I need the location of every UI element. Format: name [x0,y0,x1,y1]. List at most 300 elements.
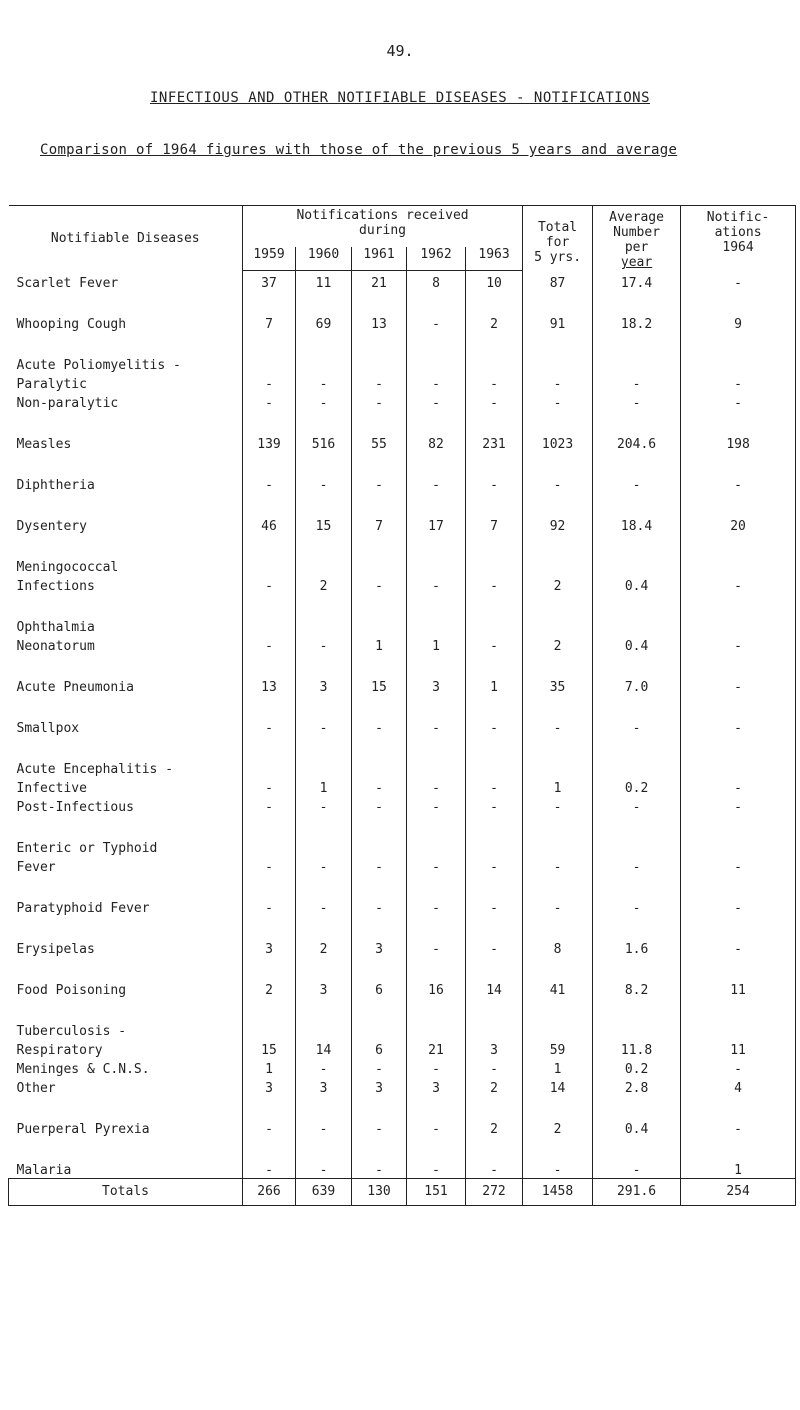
table-cell [466,758,523,777]
table-cell: - [523,796,593,815]
table-cell: 6 [352,1039,407,1058]
table-cell: 2 [243,979,296,998]
table-cell: - [243,392,296,411]
table-cell: 14 [466,979,523,998]
table-cell: - [466,1058,523,1077]
table-cell: - [681,796,796,815]
table-cell: - [681,270,796,291]
table-cell: - [681,897,796,916]
table-cell [523,758,593,777]
table-cell: 82 [407,433,466,452]
header-average-line1: Average [609,210,664,225]
disease-label: Infective [16,780,87,796]
disease-label: Dysentery [16,518,87,534]
table-cell [243,616,296,635]
table-cell [243,837,296,856]
table-row [9,938,796,957]
totals-label: Totals [9,1178,243,1205]
table-cell [407,556,466,575]
table-cell: 3 [296,1077,352,1096]
table-cell: - [352,1058,407,1077]
table-cell: 11 [681,979,796,998]
row-spacer [9,875,796,897]
table-cell [466,616,523,635]
totals-cell: 151 [407,1178,466,1205]
table-cell: - [523,856,593,875]
table-cell: 13 [243,676,296,695]
totals-cell: 1458 [523,1178,593,1205]
table-cell: - [243,856,296,875]
totals-cell: 272 [466,1178,523,1205]
disease-label: Non-paralytic [16,395,119,411]
table-cell: - [523,373,593,392]
table-cell: 41 [523,979,593,998]
table-cell: 8 [407,270,466,291]
table-cell: - [523,1159,593,1179]
table-cell [243,758,296,777]
disease-label: Other [16,1080,56,1096]
table-cell [681,837,796,856]
row-spacer [9,291,796,313]
table-cell: 16 [407,979,466,998]
table-cell [296,1020,352,1039]
table-cell [593,837,681,856]
table-cell: 92 [523,515,593,534]
table-row [9,313,796,332]
table-row [9,897,796,916]
table-cell: 18.4 [593,515,681,534]
table-row [9,758,796,777]
table-cell: - [407,777,466,796]
disease-label: Malaria [16,1162,72,1178]
table-row [9,354,796,373]
disease-label: Measles [16,436,72,452]
table-cell: - [296,392,352,411]
table-cell: - [407,575,466,594]
table-cell: 87 [523,270,593,291]
table-cell: - [407,313,466,332]
disease-label: Respiratory [16,1042,103,1058]
table-cell: - [523,474,593,493]
table-cell: 1 [407,635,466,654]
table-cell: 14 [296,1039,352,1058]
table-cell: - [243,373,296,392]
table-cell: - [352,1159,407,1179]
table-body [9,270,796,1178]
table-cell: 1 [296,777,352,796]
table-row [9,837,796,856]
table-cell: - [352,373,407,392]
table-row [9,270,796,291]
table-cell [352,354,407,373]
table-cell: 11.8 [593,1039,681,1058]
row-spacer [9,998,796,1020]
table-cell: - [681,392,796,411]
table-cell: - [407,474,466,493]
header-total-line1: Total [537,220,578,235]
table-row [9,979,796,998]
table-cell: 2 [296,938,352,957]
table-row [9,616,796,635]
disease-label: Whooping Cough [16,316,127,332]
header-total-line2: for [545,235,570,250]
table-cell: - [296,474,352,493]
row-spacer [9,1137,796,1159]
header-average [593,206,681,271]
table-cell: 3 [407,676,466,695]
table-cell: - [681,938,796,957]
header-average-line4: year [620,255,653,270]
table-cell: 139 [243,433,296,452]
table-cell [681,616,796,635]
row-spacer [9,1096,796,1118]
header-group-line1: Notifications received [296,208,469,223]
row-spacer [9,654,796,676]
table-cell: 1 [523,777,593,796]
disease-label: Scarlet Fever [16,275,119,291]
table-cell: 3 [296,979,352,998]
table-cell: - [296,717,352,736]
table-cell: - [466,796,523,815]
row-spacer [9,493,796,515]
disease-label: Paratyphoid Fever [16,900,150,916]
table-cell: 2 [523,1118,593,1137]
row-spacer [9,815,796,837]
header-group-line2: during [359,223,407,238]
table-cell: 198 [681,433,796,452]
table-cell: 21 [407,1039,466,1058]
page-title: INFECTIOUS AND OTHER NOTIFIABLE DISEASES - NOTIFICATIONS [149,90,650,106]
table-cell: 10 [466,270,523,291]
table-cell: - [243,1159,296,1179]
table-cell: - [407,1159,466,1179]
table-cell: 2 [523,635,593,654]
table-cell: - [407,373,466,392]
row-spacer [9,411,796,433]
disease-label: Neonatorum [16,638,95,654]
table-cell: - [352,717,407,736]
header-total-5yrs [523,206,593,271]
table-cell: - [296,856,352,875]
table-cell: 1.6 [593,938,681,957]
table-row [9,777,796,796]
table-cell: - [407,796,466,815]
totals-cell: 266 [243,1178,296,1205]
table-row [9,676,796,695]
page-subtitle: Comparison of 1964 figures with those of the previous 5 years and average [40,142,678,158]
header-notifications-1964 [681,206,796,271]
table-cell: - [243,897,296,916]
disease-label: Food Poisoning [16,982,127,998]
table-cell [352,837,407,856]
table-cell: - [681,1118,796,1137]
table-cell: 7 [352,515,407,534]
table-cell: 18.2 [593,313,681,332]
table-cell [407,616,466,635]
table-cell: 6 [352,979,407,998]
table-cell: 11 [296,270,352,291]
page-number: 49. [386,42,414,60]
disease-label: Post-Infectious [16,799,134,815]
table-cell: - [681,676,796,695]
table-cell: - [352,897,407,916]
table-cell: 516 [296,433,352,452]
table-cell [466,1020,523,1039]
table-cell [243,354,296,373]
table-cell: - [407,938,466,957]
table-cell: 11 [681,1039,796,1058]
totals-cell: 254 [681,1178,796,1205]
table-row [9,856,796,875]
table-cell [296,556,352,575]
table-cell: - [466,897,523,916]
totals-cell: 130 [352,1178,407,1205]
table-cell: - [523,717,593,736]
table-cell [243,556,296,575]
table-cell: 204.6 [593,433,681,452]
table-cell: - [407,392,466,411]
table-cell: 20 [681,515,796,534]
table-cell: 17 [407,515,466,534]
table-cell: 15 [243,1039,296,1058]
header-year-1959: 1959 [243,247,296,270]
table-cell [523,837,593,856]
table-cell [681,556,796,575]
table-cell: - [593,897,681,916]
table-cell [243,1020,296,1039]
table-cell [681,758,796,777]
table-cell: 13 [352,313,407,332]
table-cell [296,354,352,373]
table-cell: 37 [243,270,296,291]
disease-label: Meninges & C.N.S. [16,1061,150,1077]
header-notif-line3: 1964 [722,240,754,255]
table-row [9,575,796,594]
table-cell: 1 [352,635,407,654]
table-cell: 0.4 [593,635,681,654]
table-cell: 2 [466,1077,523,1096]
table-cell: - [352,392,407,411]
header-year-1960: 1960 [296,247,352,270]
table-cell: 3 [296,676,352,695]
header-year-1962: 1962 [407,247,466,270]
table-cell: 59 [523,1039,593,1058]
table-cell: - [296,635,352,654]
header-average-line2: Number [613,225,661,240]
table-row [9,392,796,411]
header-total-line3: 5 yrs. [534,250,582,265]
table-cell: - [593,392,681,411]
table-cell [296,837,352,856]
table-cell: - [681,717,796,736]
header-year-1961: 1961 [352,247,407,270]
table-cell: 9 [681,313,796,332]
table-row [9,1077,796,1096]
disease-label: Acute Encephalitis - [16,761,174,777]
table-cell: 3 [466,1039,523,1058]
table-cell [352,758,407,777]
table-cell: 7 [243,313,296,332]
table-cell: - [352,856,407,875]
table-cell: 3 [243,938,296,957]
table-cell: - [466,474,523,493]
disease-label: Fever [16,859,56,875]
table-cell: - [352,474,407,493]
table-cell: - [466,717,523,736]
table-cell [681,1020,796,1039]
table-cell: 2 [466,1118,523,1137]
header-year-1963: 1963 [466,247,523,270]
table-row [9,1039,796,1058]
table-cell: - [407,856,466,875]
table-cell: 17.4 [593,270,681,291]
table-cell: - [243,796,296,815]
table-cell: - [681,373,796,392]
table-row [9,556,796,575]
disease-label: Acute Pneumonia [16,679,134,695]
table-cell: - [407,717,466,736]
table-cell: - [523,897,593,916]
table-cell: 3 [352,938,407,957]
table-cell: 15 [352,676,407,695]
table-cell: 0.2 [593,1058,681,1077]
row-spacer [9,916,796,938]
table-cell: - [681,575,796,594]
table-cell: 2 [523,575,593,594]
table-row [9,1118,796,1137]
table-cell: - [466,373,523,392]
table-cell: 1 [681,1159,796,1179]
table-cell: - [296,796,352,815]
table-cell: 69 [296,313,352,332]
table-cell [523,616,593,635]
table-cell: 7 [466,515,523,534]
table-cell: - [352,777,407,796]
table-cell: 55 [352,433,407,452]
table-cell: - [296,897,352,916]
table-cell: - [466,392,523,411]
disease-label: Diphtheria [16,477,95,493]
disease-label: Meningococcal [16,559,119,575]
table-cell: - [681,777,796,796]
table-cell [407,758,466,777]
table-cell: - [296,1058,352,1077]
table-cell [593,1020,681,1039]
disease-label: Infections [16,578,95,594]
row-spacer [9,332,796,354]
row-spacer [9,736,796,758]
row-spacer [9,594,796,616]
table-row [9,796,796,815]
table-cell: - [296,1159,352,1179]
table-cell: - [243,474,296,493]
disease-label: Paralytic [16,376,87,392]
table-cell [466,837,523,856]
row-spacer [9,534,796,556]
table-row [9,474,796,493]
table-cell: - [523,392,593,411]
table-cell: - [352,1118,407,1137]
table-cell: - [593,856,681,875]
table-cell [296,616,352,635]
table-cell [407,354,466,373]
table-cell: - [466,575,523,594]
table-cell: - [466,635,523,654]
table-cell: - [593,1159,681,1179]
table-row [9,433,796,452]
table-cell: 1 [523,1058,593,1077]
table-cell [523,1020,593,1039]
table-cell: 4 [681,1077,796,1096]
table-cell: - [243,717,296,736]
table-cell: 3 [407,1077,466,1096]
table-cell [296,758,352,777]
table-cell: 7.0 [593,676,681,695]
table-cell: - [466,1159,523,1179]
table-cell [593,616,681,635]
table-cell: 2.8 [593,1077,681,1096]
row-spacer [9,695,796,717]
table-cell [466,354,523,373]
table-cell: 21 [352,270,407,291]
table-cell: 1 [243,1058,296,1077]
table-cell: - [681,474,796,493]
table-cell [352,616,407,635]
table-cell: - [352,796,407,815]
table-cell: - [466,856,523,875]
table-cell: - [681,635,796,654]
table-cell: - [407,1118,466,1137]
table-cell [352,1020,407,1039]
table-row [9,717,796,736]
table-row [9,1020,796,1039]
table-cell: - [593,373,681,392]
table-cell: 14 [523,1077,593,1096]
table-cell: - [466,777,523,796]
table-cell [523,556,593,575]
table-cell [466,556,523,575]
table-cell: - [466,938,523,957]
header-notif-line1: Notific- [706,210,770,225]
table-cell: 8 [523,938,593,957]
table-cell: 231 [466,433,523,452]
table-cell: - [593,796,681,815]
table-cell: - [296,373,352,392]
table-cell: 3 [352,1077,407,1096]
header-average-line3: per [624,240,649,255]
table-cell: - [352,575,407,594]
table-cell [407,837,466,856]
totals-row [9,1178,796,1205]
table-cell [352,556,407,575]
table-cell: 1 [466,676,523,695]
table-cell [523,354,593,373]
table-cell: - [681,1058,796,1077]
disease-label: Ophthalmia [16,619,95,635]
table-cell [593,556,681,575]
disease-label: Acute Poliomyelitis - [16,357,181,373]
table-cell: 8.2 [593,979,681,998]
table-row [9,635,796,654]
totals-cell: 291.6 [593,1178,681,1205]
header-notif-line2: ations [714,225,762,240]
table-cell: 91 [523,313,593,332]
table-row [9,373,796,392]
table-cell: - [243,575,296,594]
table-cell [407,1020,466,1039]
table-cell: 2 [296,575,352,594]
table-cell: 2 [466,313,523,332]
